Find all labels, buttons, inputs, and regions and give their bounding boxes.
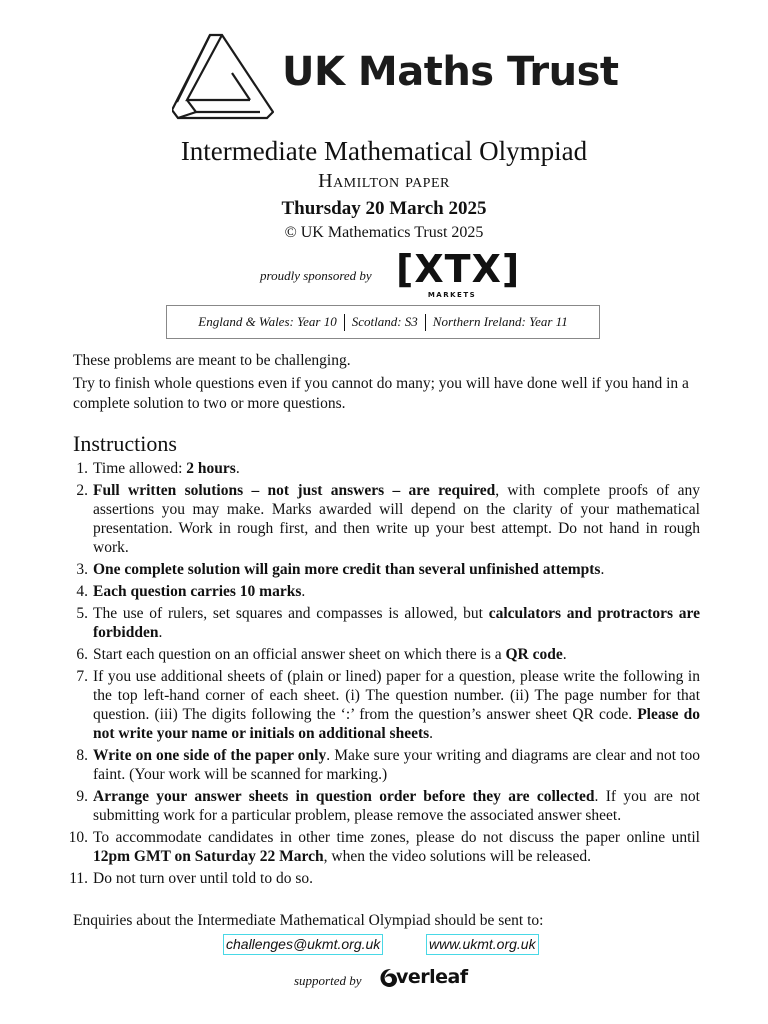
list-item: 1. Time allowed: 2 hours.: [76, 460, 240, 477]
supported-label: supported by: [294, 973, 362, 988]
list-item: 8. Write on one side of the paper only. Make sure your writing and diagrams are clear and not too faint. (Your work will be scanned for marking.): [76, 747, 700, 783]
contact-links: [0, 934, 768, 956]
year-scotland: Scotland: S3: [351, 314, 418, 329]
year-england: England & Wales: Year 10: [198, 314, 337, 329]
divider: [344, 314, 345, 331]
xtx-logo-subtext: MARKETS: [427, 291, 477, 299]
divider: [425, 314, 426, 331]
copyright: © UK Mathematics Trust 2025: [284, 224, 484, 241]
year-groups-box: [166, 305, 600, 339]
list-item: 4. Each question carries 10 marks.: [76, 583, 306, 600]
list-item: 2. Full written solutions – not just answers – are required, with complete proofs of any assertions you may make. Marks awarded will depend on the clarity of your mathematical presentation. Work in rough first, and then write up your best attempt. Do not hand in rough work.: [76, 482, 701, 556]
intro-line-1: These problems are meant to be challenging.: [73, 352, 351, 369]
instructions-list: [60, 459, 700, 891]
instructions-heading: Instructions: [73, 431, 177, 456]
xtx-markets-logo: [396, 246, 521, 302]
list-item: 6. Start each question on an official answer sheet on which there is a QR code.: [76, 646, 567, 663]
list-item: 5. The use of rulers, set squares and compasses is allowed, but calculators and protractors are forbidden.: [76, 605, 701, 641]
ukmt-header: [0, 30, 768, 122]
list-item: 3. One complete solution will gain more credit than several unfinished attempts.: [76, 561, 605, 578]
exam-date: Thursday 20 March 2025: [281, 198, 487, 219]
list-item: 11. Do not turn over until told to do so.: [69, 870, 314, 887]
paper-title: Intermediate Mathematical Olympiad: [180, 136, 588, 166]
website-link[interactable]: www.ukmt.org.uk: [426, 934, 539, 955]
paper-subtitle: Hamilton paper: [318, 170, 450, 192]
list-item: 10. To accommodate candidates in other time zones, please do not discuss the paper online until 12pm GMT on Saturday 22 March, when the video solutions will be released.: [68, 829, 700, 865]
intro-line-2: Try to finish whole questions even if you cannot do many; you will have done well if you hand in a complete solution to two or more questions.: [73, 375, 689, 412]
ukmt-triangle-logo-icon: [172, 30, 274, 120]
supported-by-row: [0, 964, 768, 994]
overleaf-wordmark: verleaf: [396, 966, 468, 988]
email-link[interactable]: challenges@ukmt.org.uk: [223, 934, 383, 955]
sponsor-label: proudly sponsored by: [260, 268, 372, 283]
sponsor-row: [0, 246, 768, 302]
list-item: 9. Arrange your answer sheets in question order before they are collected. If you are not submitting work for a particular problem, please remove the associated answer sheet.: [76, 788, 700, 824]
list-item: 7. If you use additional sheets of (plain or lined) paper for a question, please write the following in the top left-hand corner of each sheet. (i) The question number. (ii) The page number for that question. (iii) The digits following the ‘:’ from the question’s answer sheet QR code. Please do not write your name or initials on additional sheets.: [76, 668, 700, 742]
xtx-logo-text: [XTX]: [396, 247, 521, 291]
year-ni: Northern Ireland: Year 11: [432, 314, 568, 329]
brand-name: UK Maths Trust: [282, 49, 619, 95]
enquiries-text: Enquiries about the Intermediate Mathematical Olympiad should be sent to:: [73, 912, 544, 929]
